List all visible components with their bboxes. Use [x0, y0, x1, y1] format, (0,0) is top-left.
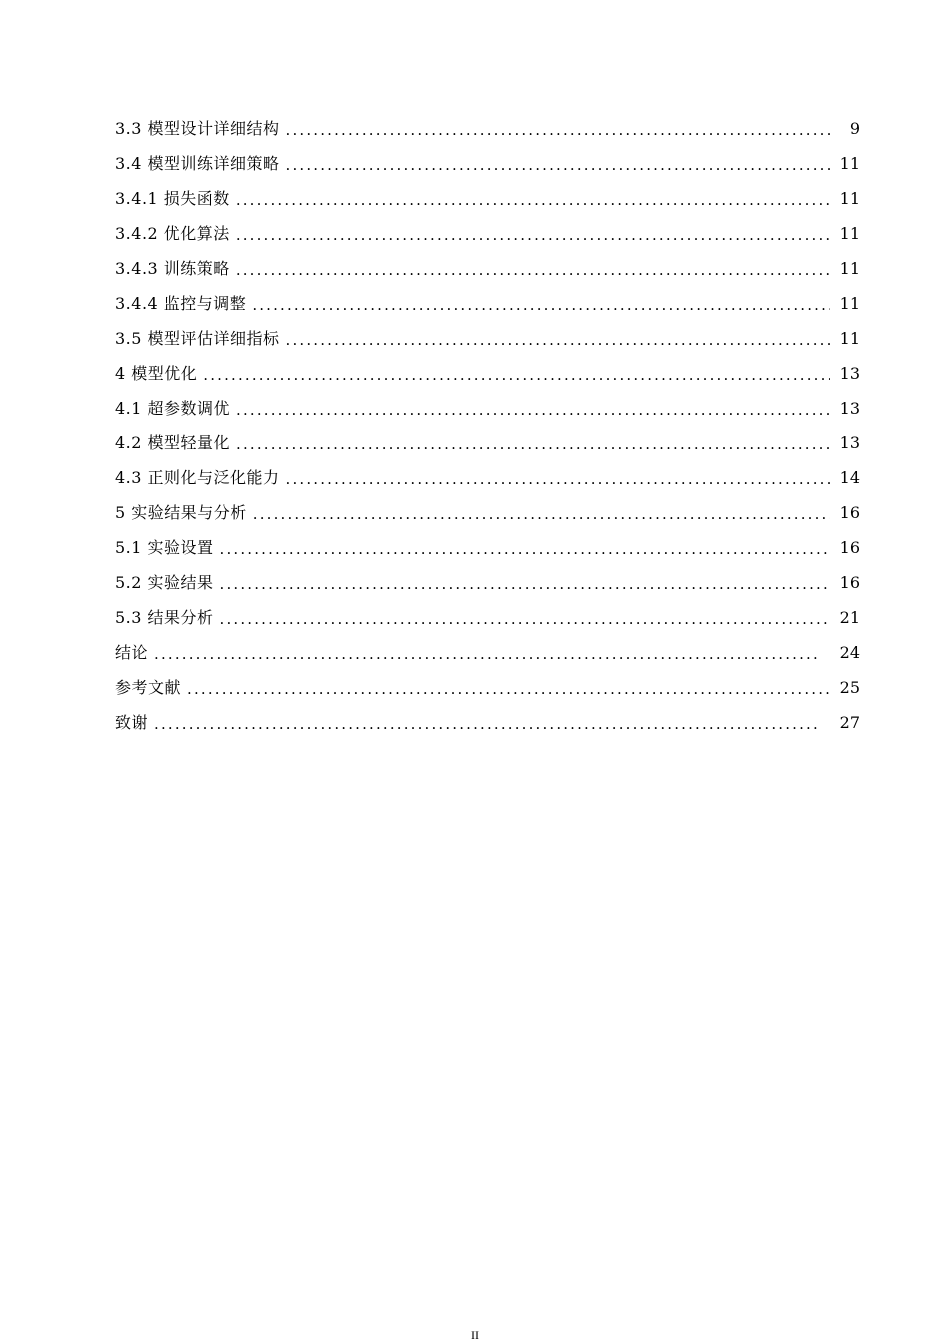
toc-entry-page: 13	[839, 398, 860, 418]
toc-entry-page: 25	[839, 677, 860, 697]
toc-entry[interactable]	[115, 252, 860, 287]
toc-entry-title: 3.5 模型评估详细指标	[115, 328, 280, 348]
toc-entry-page: 24	[839, 642, 860, 662]
toc-dot-leader	[236, 400, 830, 420]
toc-dot-leader	[154, 644, 830, 664]
toc-entry[interactable]	[115, 217, 860, 252]
toc-entry-title: 4.2 模型轻量化	[115, 433, 231, 453]
toc-entry-title: 3.4.1 损失函数	[115, 189, 230, 209]
toc-entry-page: 9	[849, 119, 860, 139]
toc-entry[interactable]	[115, 356, 860, 391]
page-number: II	[471, 1328, 479, 1342]
toc-entry[interactable]	[115, 600, 860, 635]
toc-dot-leader	[286, 469, 830, 489]
toc-entry-title: 4 模型优化	[115, 363, 198, 383]
toc-dot-leader	[236, 190, 830, 210]
toc-entry-title: 参考文献	[115, 677, 182, 697]
toc-entry-page: 11	[839, 293, 860, 313]
toc-entry-title: 3.4.4 监控与调整	[115, 293, 247, 313]
toc-dot-leader	[220, 539, 830, 559]
toc-entry-page: 16	[839, 538, 860, 558]
toc-entry-page: 16	[839, 503, 860, 523]
toc-entry[interactable]	[115, 496, 860, 531]
toc-entry[interactable]	[115, 286, 860, 321]
toc-dot-leader	[236, 434, 830, 454]
toc-entry[interactable]	[115, 461, 860, 496]
toc-entry[interactable]	[115, 426, 860, 461]
toc-entry-page: 14	[839, 468, 860, 488]
toc-entry-page: 16	[839, 573, 860, 593]
toc-entry[interactable]	[115, 670, 860, 705]
toc-dot-leader	[253, 504, 830, 524]
toc-entry-title: 5.2 实验结果	[115, 573, 214, 593]
toc-entry-title: 5.1 实验设置	[115, 538, 214, 558]
toc-entry-page: 11	[839, 154, 860, 174]
toc-entry-title: 4.1 超参数调优	[115, 398, 231, 418]
toc-dot-leader	[154, 714, 830, 734]
toc-entry[interactable]	[115, 635, 860, 670]
toc-entry[interactable]	[115, 321, 860, 356]
toc-dot-leader	[220, 574, 830, 594]
toc-entry-title: 3.4.3 训练策略	[115, 259, 230, 278]
toc-entry-title: 3.4.2 优化算法	[115, 224, 230, 244]
toc-dot-leader	[236, 225, 830, 245]
toc-dot-leader	[286, 120, 830, 140]
toc-entry-title: 5.3 结果分析	[115, 607, 214, 627]
toc-entry-title: 3.4 模型训练详细策略	[115, 154, 280, 174]
toc-dot-leader	[236, 260, 830, 280]
toc-entry-page: 11	[839, 224, 860, 244]
toc-entry-page: 27	[839, 712, 860, 732]
toc-entry-page: 11	[839, 259, 860, 278]
toc-dot-leader	[203, 365, 830, 385]
toc-dot-leader	[286, 155, 830, 175]
toc-entry-page: 11	[839, 328, 860, 348]
toc-entry[interactable]	[115, 531, 860, 566]
toc-entry-title: 5 实验结果与分析	[115, 503, 247, 523]
toc-entry-title: 结论	[115, 642, 149, 662]
toc-entry-page: 13	[839, 363, 860, 383]
toc-entry-title: 致谢	[115, 712, 149, 732]
toc-entry-page: 11	[839, 189, 860, 209]
toc-dot-leader	[187, 679, 830, 699]
toc-entry[interactable]	[115, 182, 860, 217]
toc-entry-page: 21	[839, 607, 860, 627]
toc-dot-leader	[286, 330, 830, 350]
toc-entry[interactable]	[115, 112, 860, 147]
toc-entry[interactable]	[115, 391, 860, 426]
toc-entry[interactable]	[115, 705, 860, 740]
toc-entry-title: 4.3 正则化与泛化能力	[115, 468, 280, 488]
toc-entry-title: 3.3 模型设计详细结构	[115, 119, 280, 139]
toc-dot-leader	[220, 609, 830, 629]
toc-entry-page: 13	[839, 433, 860, 453]
table-of-contents	[115, 112, 860, 740]
toc-dot-leader	[252, 295, 830, 315]
toc-entry[interactable]	[115, 147, 860, 182]
toc-entry[interactable]	[115, 566, 860, 601]
